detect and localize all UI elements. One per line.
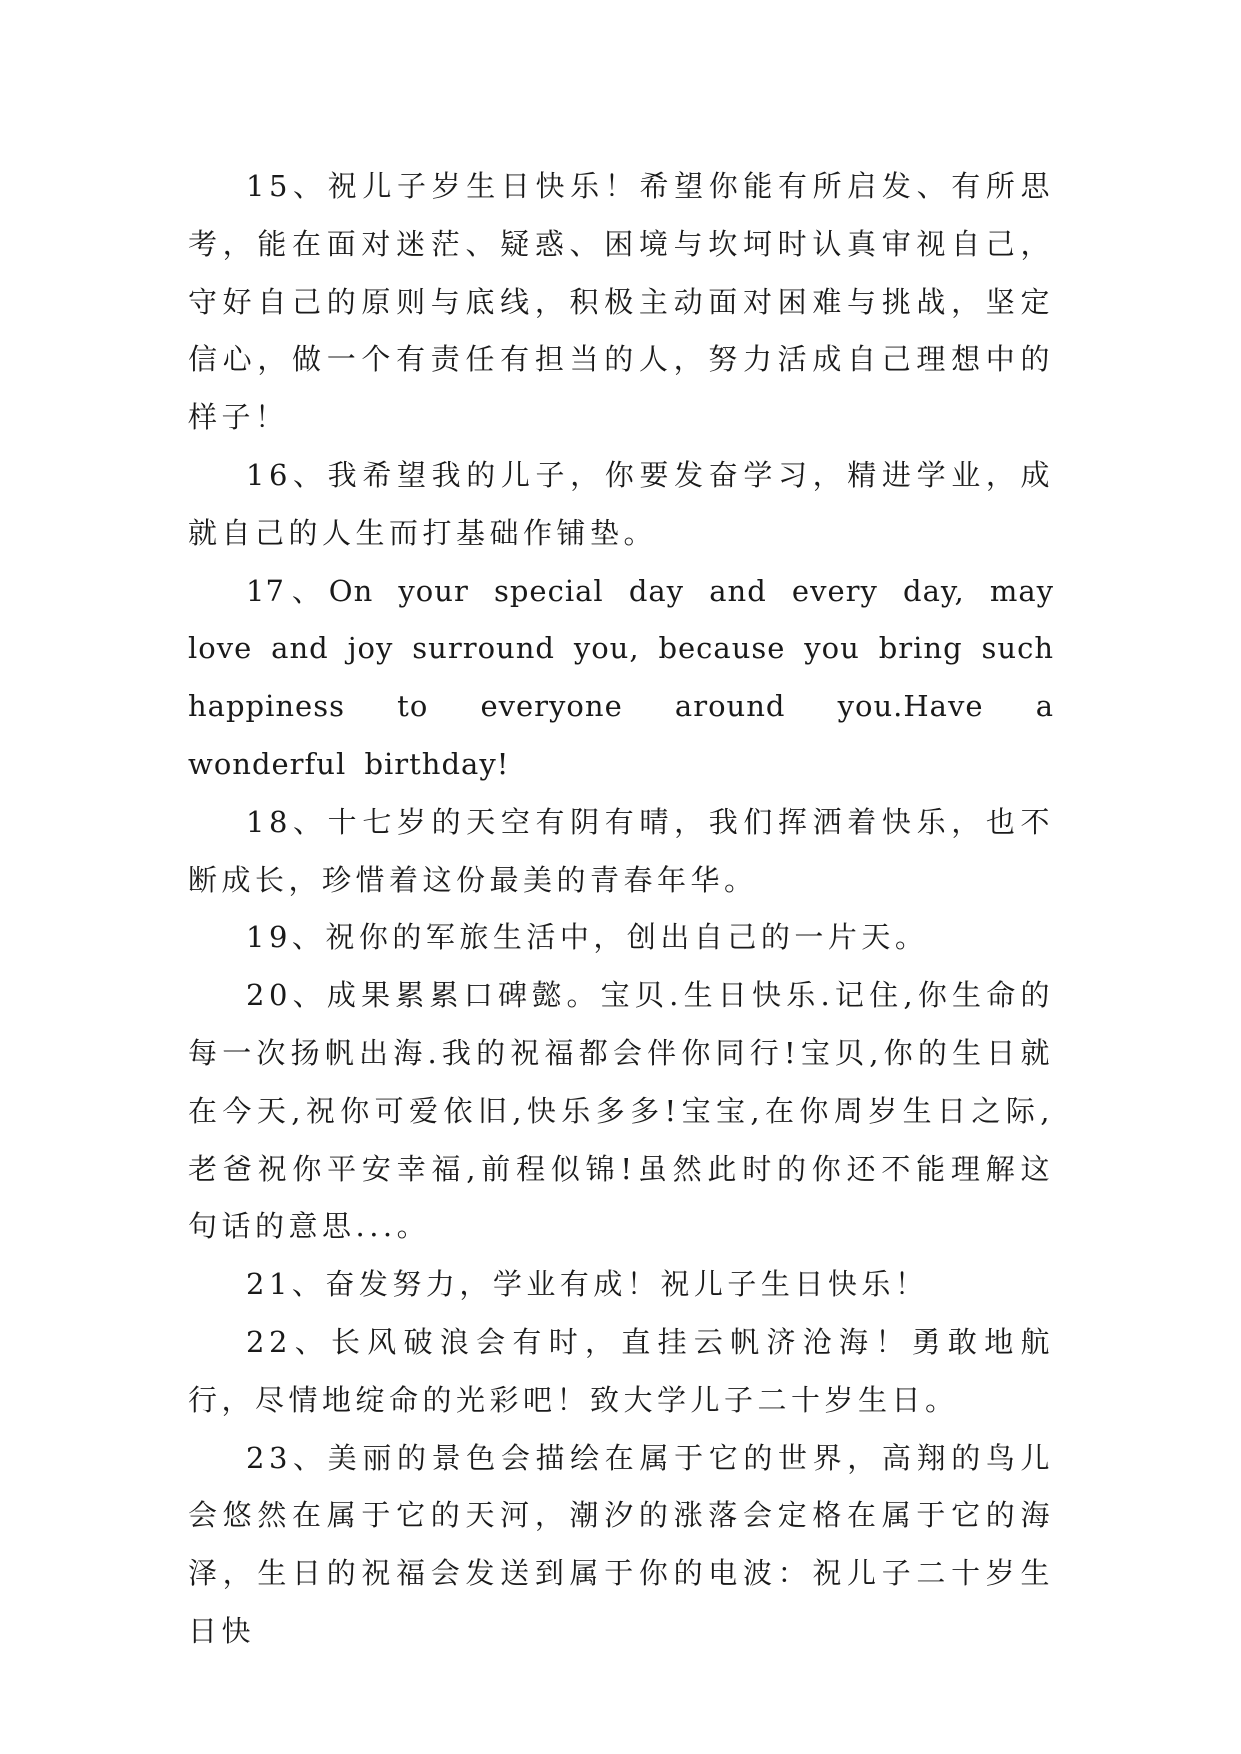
paragraph-16: 16、我希望我的儿子，你要发奋学习，精进学业，成就自己的人生而打基础作铺垫。 [188, 457, 1054, 550]
paragraph-19: 19、祝你的军旅生活中，创出自己的一片天。 [246, 920, 929, 955]
paragraph-17: 17、On your special day and every day, may love and joy surround you, because you bring such happiness to everyone around you.Have a wonderful birthday! [188, 573, 1054, 781]
paragraph-18: 18、十七岁的天空有阴有晴，我们挥洒着快乐，也不断成长，珍惜着这份最美的青春年华。 [188, 804, 1054, 897]
paragraph-22: 22、长风破浪会有时，直挂云帆济沧海！勇敢地航行，尽情地绽命的光彩吧！致大学儿子二十岁生日。 [188, 1324, 1054, 1417]
paragraph-23: 23、美丽的景色会描绘在属于它的世界，高翔的鸟儿会悠然在属于它的天河，潮汐的涨落会定格在属于它的海泽，生日的祝福会发送到属于你的电波：祝儿子二十岁生日快 [188, 1440, 1054, 1648]
paragraph-21: 21、奋发努力，学业有成！祝儿子生日快乐！ [246, 1267, 929, 1302]
paragraph-20: 20、成果累累口碑懿。宝贝.生日快乐.记住,你生命的每一次扬帆出海.我的祝福都会伴你同行!宝贝,你的生日就在今天,祝你可爱依旧,快乐多多!宝宝,在你周岁生日之际,老爸祝你平安幸福,前程似锦!虽然此时的你还不能理解这句话的意思...。 [188, 978, 1054, 1244]
paragraph-15: 15、祝儿子岁生日快乐！希望你能有所启发、有所思考，能在面对迷茫、疑惑、困境与坎坷时认真审视自己，守好自己的原则与底线，积极主动面对困难与挑战，坚定信心，做一个有责任有担当的人，努力活成自己理想中的样子！ [188, 169, 1054, 435]
document-body [188, 158, 1054, 1661]
